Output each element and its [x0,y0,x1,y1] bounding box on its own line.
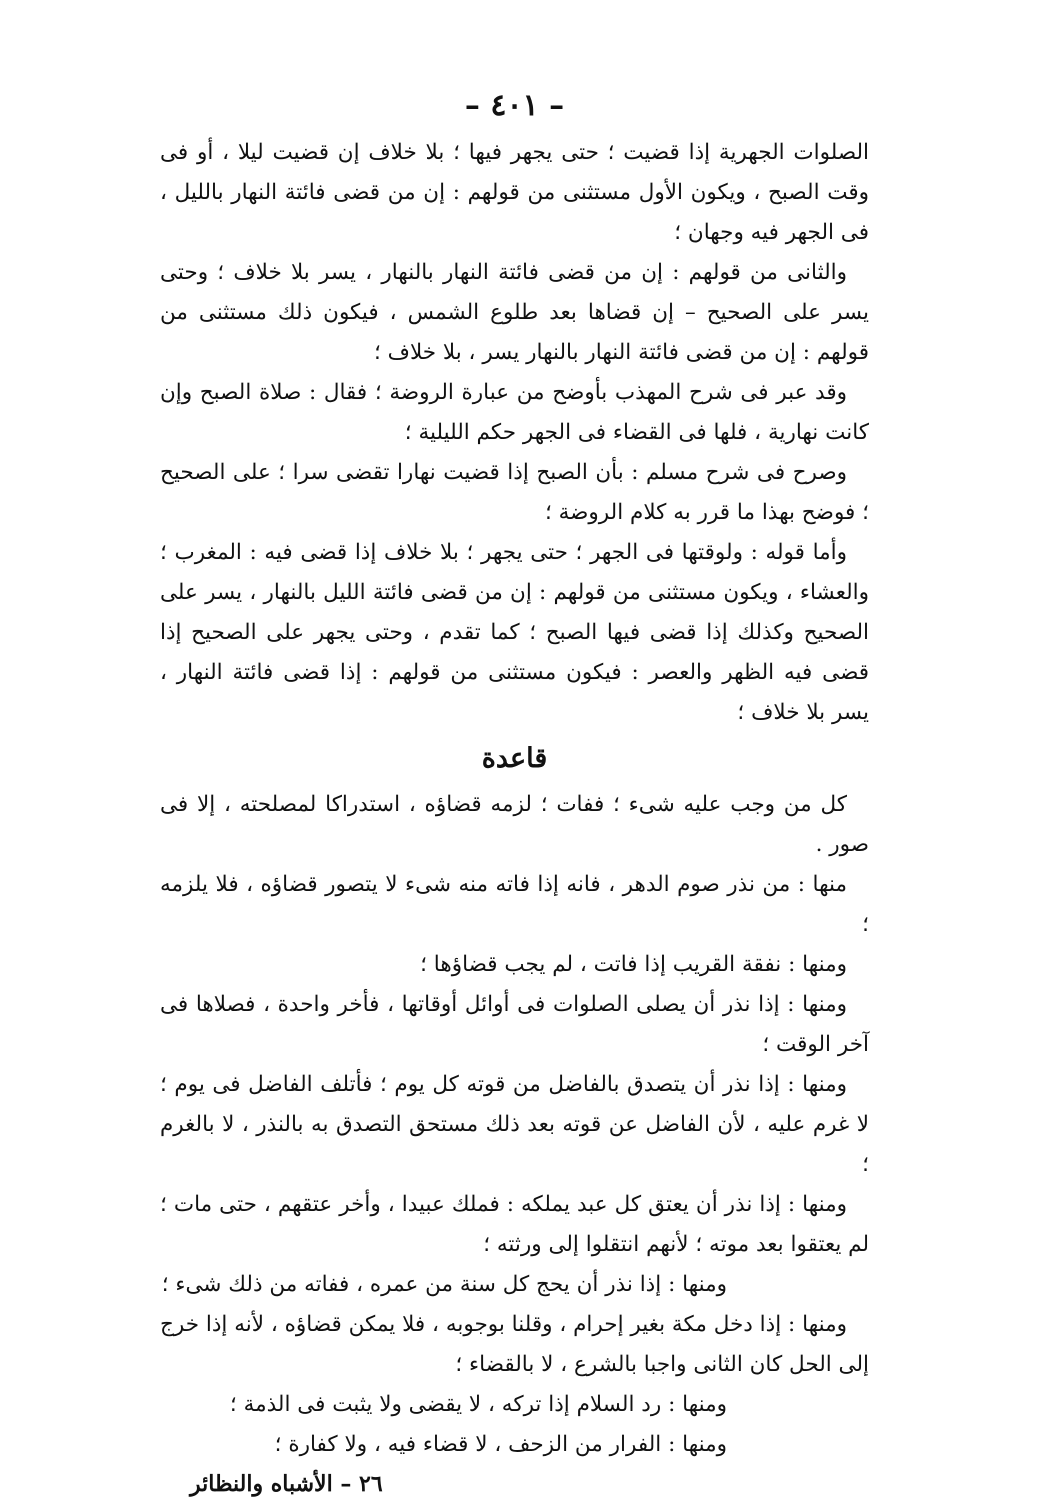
paragraph-3: وقد عبر فى شرح المهذب بأوضح من عبارة الروضة ؛ فقال : صلاة الصبح وإن كانت نهارية ، فلها فى القضاء فى الجهر حكم الليلية ؛ [160,380,869,445]
rule-paragraph-1: كل من وجب عليه شىء ؛ ففات ؛ لزمه قضاؤه ، استدراكا لمصلحته ، إلا فى صور . [160,792,869,857]
rule-paragraph-9: ومنها : رد السلام إذا تركه ، لا يقضى ولا يثبت فى الذمة ؛ [229,1392,727,1417]
paragraph-2: والثانى من قولهم : إن من قضى فائتة النهار بالنهار ، يسر بلا خلاف ؛ وحتى يسر على الصحيح – إن قضاها بعد طلوع الشمس ، فيكون ذلك مستثنى من قولهم : إن من قضى فائتة النهار بالنهار يسر ، بلا خلاف ؛ [160,260,869,365]
rule-paragraph-6: ومنها : إذا نذر أن يعتق كل عبد يملكه : فملك عبيدا ، وأخر عتقهم ، حتى مات ؛ لم يعتقوا بعد موته ؛ لأنهم انتقلوا إلى ورثته ؛ [160,1192,869,1257]
rule-paragraph-7: ومنها : إذا نذر أن يحج كل سنة من عمره ، ففاته من ذلك شىء ؛ [161,1272,727,1297]
rule-paragraph-8: ومنها : إذا دخل مكة بغير إحرام ، وقلنا بوجوبه ، فلا يمكن قضاؤه ، لأنه إذا خرج إلى الحل كان الثانى واجبا بالشرع ، لا بالقضاء ؛ [160,1312,869,1377]
paragraph-4: وصرح فى شرح مسلم : بأن الصبح إذا قضيت نهارا تقضى سرا ؛ على الصحيح ؛ فوضح بهذا ما قرر به كلام الروضة ؛ [160,460,869,525]
paragraph-1: الصلوات الجهرية إذا قضيت ؛ حتى يجهر فيها ؛ بلا خلاف إن قضيت ليلا ، أو فى وقت الصبح ، ويكون الأول مستثنى من قولهم : إن من قضى فائتة النهار بالليل ، فى الجهر فيه وجهان ؛ [160,140,869,245]
rule-paragraph-3: ومنها : نفقة القريب إذا فاتت ، لم يجب قضاؤها ؛ [420,952,847,977]
rule-paragraph-10: ومنها : الفرار من الزحف ، لا قضاء فيه ، ولا كفارة ؛ [274,1432,727,1457]
rule-paragraph-4: ومنها : إذا نذر أن يصلى الصلوات فى أوائل أوقاتها ، فأخر واحدة ، فصلاها فى آخر الوقت ؛ [160,992,869,1057]
paragraph-5: وأما قوله : ولوقتها فى الجهر ؛ حتى يجهر ؛ بلا خلاف إذا قضى فيه : المغرب ؛ والعشاء ، ويكون مستثنى من قولهم : إن من قضى فائتة الليل بالنهار ، يسر على الصحيح وكذلك إذا قضى فيها الصبح ؛ كما تقدم ، وحتى يجهر على الصحيح إذا قضى فيه الظهر والعصر : فيكون مستثنى من قولهم : إذا قضى فائتة النهار ، يسر بلا خلاف ؛ [160,540,869,725]
page-footer: ٢٦ – الأشباه والنظائر [190,1471,383,1497]
rule-paragraph-2: منها : من نذر صوم الدهر ، فانه إذا فاته منه شىء لا يتصور قضاؤه ، فلا يلزمه ؛ [160,872,869,937]
section-heading: قاعدة [481,743,548,774]
page-number: – ٤٠١ – [464,88,565,123]
rule-paragraph-5: ومنها : إذا نذر أن يتصدق بالفاضل من قوته كل يوم ؛ فأتلف الفاضل فى يوم ؛ لا غرم عليه ، لأن الفاضل عن قوته بعد ذلك مستحق التصدق به بالنذر ، لا بالغرم ؛ [160,1072,869,1177]
